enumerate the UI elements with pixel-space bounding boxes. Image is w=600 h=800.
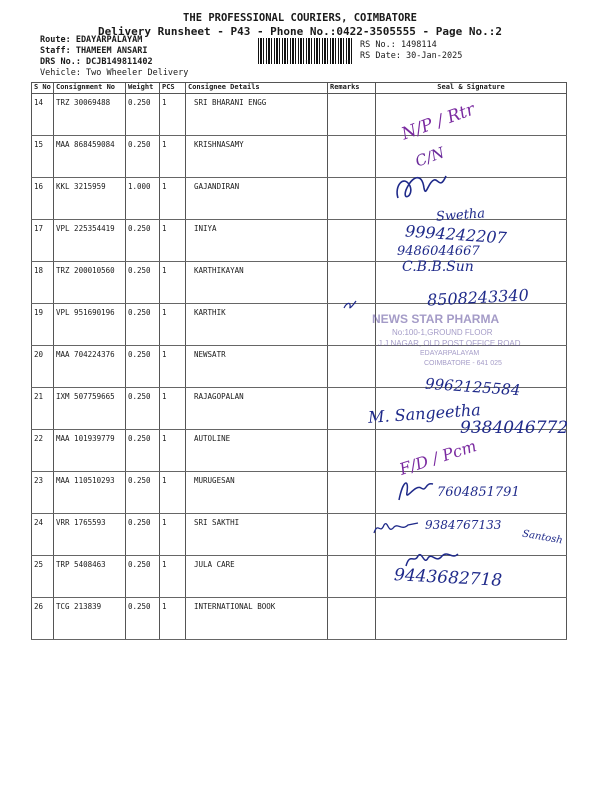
row-remarks (328, 514, 376, 556)
row-pcs: 1 (160, 388, 186, 430)
stamp-line5: COIMBATORE - 641 025 (424, 360, 502, 367)
row-weight: 0.250 (126, 388, 160, 430)
barcode (258, 38, 354, 64)
hw-row18-sign: C.B.B.Sun (402, 259, 474, 275)
row-consignment: TRZ 30069488 (54, 94, 126, 136)
row-pcs: 1 (160, 346, 186, 388)
row-weight: 0.250 (126, 430, 160, 472)
row-sno: 19 (32, 304, 54, 346)
row-consignee: GAJANDIRAN (186, 178, 328, 220)
row-remarks (328, 556, 376, 598)
col-sno: S No (32, 83, 54, 94)
vehicle-label: Vehicle: Two Wheeler Delivery (40, 68, 189, 78)
row-sno: 15 (32, 136, 54, 178)
table-row (32, 598, 567, 640)
row-consignee: INTERNATIONAL BOOK (186, 598, 328, 640)
signature-row24 (395, 474, 435, 506)
table-header-row (32, 83, 567, 94)
hw-row25-name: Santosh (521, 528, 564, 547)
row-consignee: JULA CARE (186, 556, 328, 598)
row-consignee: KARTHIK (186, 304, 328, 346)
hw-row23: F/D / Pcm (397, 436, 479, 479)
row-remarks (328, 472, 376, 514)
hw-row18-phone: 9486044667 (397, 244, 480, 259)
row-consignment: TRP 5408463 (54, 556, 126, 598)
table-row (32, 178, 567, 220)
row-consignment: VPL 951690196 (54, 304, 126, 346)
row-weight: 0.250 (126, 472, 160, 514)
row-pcs: 1 (160, 220, 186, 262)
row-signature (376, 598, 567, 640)
row-sno: 16 (32, 178, 54, 220)
hw-row19-phone: 8508243340 (426, 285, 530, 310)
row-sno: 26 (32, 598, 54, 640)
col-consignee: Consignee Details (186, 83, 328, 94)
row-pcs: 1 (160, 94, 186, 136)
row-sno: 14 (32, 94, 54, 136)
row-pcs: 1 (160, 514, 186, 556)
row-weight: 0.250 (126, 346, 160, 388)
row-remarks (328, 346, 376, 388)
row-consignment: TCG 213839 (54, 598, 126, 640)
hw-row26-phone: 9443682718 (393, 565, 503, 591)
row-consignment: IXM 507759665 (54, 388, 126, 430)
row-pcs: 1 (160, 556, 186, 598)
row-weight: 0.250 (126, 94, 160, 136)
row-consignee: INIYA (186, 220, 328, 262)
row-consignment: MAA 101939779 (54, 430, 126, 472)
row-consignment: TRZ 200010560 (54, 262, 126, 304)
row-sno: 22 (32, 430, 54, 472)
row-remarks (328, 178, 376, 220)
table-row (32, 136, 567, 178)
company-title: THE PROFESSIONAL COURIERS, COIMBATORE (183, 12, 417, 24)
remark-mark-row19 (342, 298, 358, 312)
signature-row16 (392, 168, 452, 206)
col-pcs: PCS (160, 83, 186, 94)
row-weight: 0.250 (126, 598, 160, 640)
row-sno: 20 (32, 346, 54, 388)
hw-row14: N/P / Rtr (398, 99, 478, 145)
row-consignee: NEWSATR (186, 346, 328, 388)
hw-row25-phone: 9384767133 (425, 518, 502, 532)
row-consignee: KARTHIKAYAN (186, 262, 328, 304)
stamp-line4: EDAYARPALAYAM (420, 350, 480, 357)
hw-row15: C/N (412, 143, 447, 171)
row-consignment: MAA 110510293 (54, 472, 126, 514)
col-weight: Weight (126, 83, 160, 94)
row-weight: 0.250 (126, 262, 160, 304)
hw-row21-phone: 9962125584 (424, 374, 521, 400)
col-remarks: Remarks (328, 83, 376, 94)
row-pcs: 1 (160, 472, 186, 514)
row-pcs: 1 (160, 598, 186, 640)
hw-row24-phone: 7604851791 (437, 485, 520, 500)
row-remarks (328, 94, 376, 136)
stamp-line3: J J NAGAR, OLD POST OFFICE ROAD (378, 339, 521, 348)
hw-row22-name: M. Sangeetha (367, 400, 482, 427)
row-consignee: AUTOLINE (186, 430, 328, 472)
row-consignment: MAA 704224376 (54, 346, 126, 388)
row-weight: 0.250 (126, 556, 160, 598)
row-pcs: 1 (160, 136, 186, 178)
row-pcs: 1 (160, 262, 186, 304)
row-weight: 0.250 (126, 514, 160, 556)
hw-row17-name: Swetha (435, 206, 486, 225)
row-consignee: MURUGESAN (186, 472, 328, 514)
table-row (32, 94, 567, 136)
row-weight: 0.250 (126, 220, 160, 262)
row-consignee: SRI BHARANI ENGG (186, 94, 328, 136)
row-consignment: VPL 225354419 (54, 220, 126, 262)
runsheet-title: Delivery Runsheet - P43 - Phone No.:0422-3505555 - Page No.:2 (98, 25, 502, 38)
rs-date: RS Date: 30-Jan-2025 (360, 51, 463, 61)
row-sno: 24 (32, 514, 54, 556)
row-remarks (328, 136, 376, 178)
row-pcs: 1 (160, 178, 186, 220)
row-sno: 18 (32, 262, 54, 304)
row-weight: 0.250 (126, 136, 160, 178)
row-remarks (328, 220, 376, 262)
row-weight: 1.000 (126, 178, 160, 220)
stamp-line2: No:100-1,GROUND FLOOR (392, 328, 493, 337)
row-sno: 23 (32, 472, 54, 514)
col-signature: Seal & Signature (376, 83, 567, 94)
stamp-line1: NEWS STAR PHARMA (372, 312, 500, 326)
row-sno: 25 (32, 556, 54, 598)
row-sno: 21 (32, 388, 54, 430)
rs-no: RS No.: 1498114 (360, 40, 437, 50)
row-remarks (328, 598, 376, 640)
row-consignment: VRR 1765593 (54, 514, 126, 556)
row-consignee: RAJAGOPALAN (186, 388, 328, 430)
row-pcs: 1 (160, 304, 186, 346)
row-consignment: KKL 3215959 (54, 178, 126, 220)
row-consignment: MAA 868459084 (54, 136, 126, 178)
staff-label: Staff: THAMEEM ANSARI (40, 46, 148, 56)
row-consignee: KRISHNASAMY (186, 136, 328, 178)
row-weight: 0.250 (126, 304, 160, 346)
hw-row17-phone: 9994242207 (404, 221, 508, 248)
row-remarks (328, 430, 376, 472)
route-label: Route: EDAYARPALAYAM (40, 35, 143, 45)
row-sno: 17 (32, 220, 54, 262)
row-consignee: SRI SAKTHI (186, 514, 328, 556)
hw-row22-phone: 9384046772 (460, 418, 569, 438)
signature-row25 (372, 517, 422, 539)
drs-label: DRS No.: DCJB149811402 (40, 57, 153, 67)
row-pcs: 1 (160, 430, 186, 472)
col-consignment: Consignment No (54, 83, 126, 94)
